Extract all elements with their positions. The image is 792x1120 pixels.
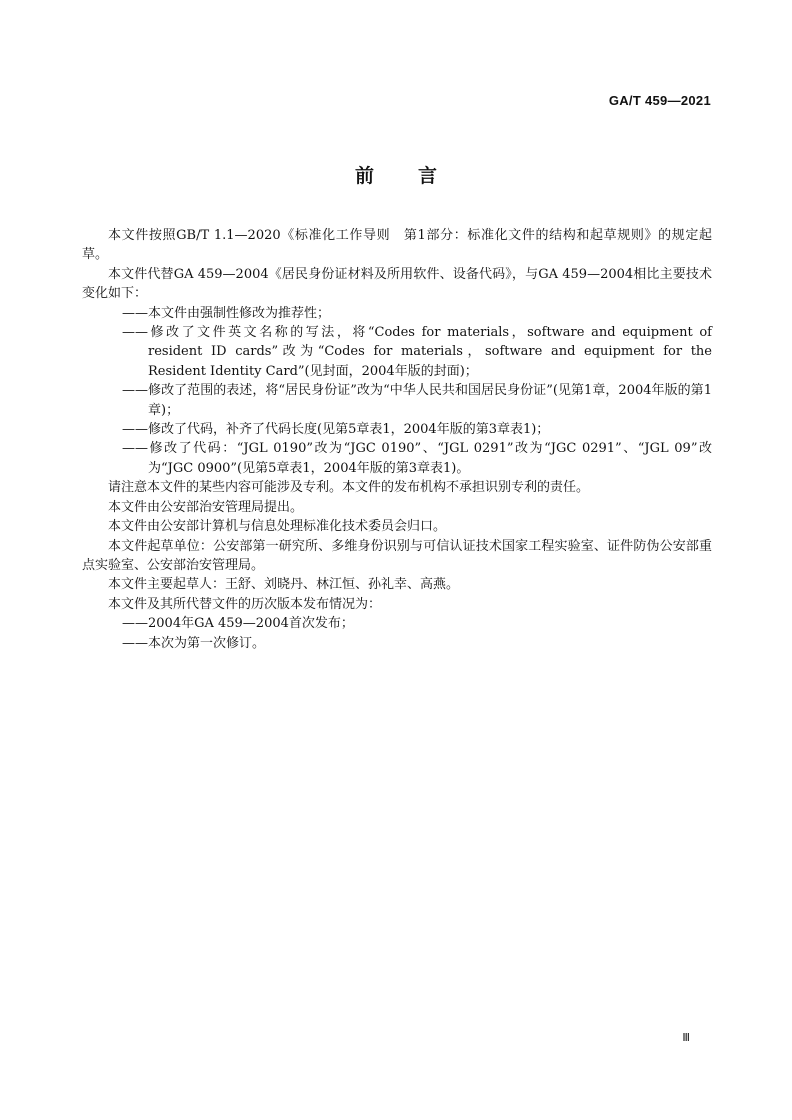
list-item: ——修改了范围的表述，将“居民身份证”改为“中华人民共和国居民身份证”(见第1章，2004年版的第1章)；: [122, 383, 712, 418]
document-code: GA/T 459—2021: [608, 93, 711, 108]
paragraph: 请注意本文件的某些内容可能涉及专利。本文件的发布机构不承担识别专利的责任。: [108, 480, 590, 496]
paragraph: 本文件起草单位：公安部第一研究所、多维身份识别与可信认证技术国家工程实验室、证件防伪公安部重点实验室、公安部治安管理局。: [82, 538, 712, 573]
paragraph: 本文件主要起草人：王舒、刘晓丹、林江恒、孙礼幸、高燕。: [108, 577, 460, 593]
paragraph: 本文件代替GA 459—2004《居民身份证材料及所用软件、设备代码》，与GA 459—2004相比主要技术变化如下：: [82, 266, 712, 302]
document-body: [82, 226, 712, 653]
paragraph: 本文件由公安部计算机与信息处理标准化技术委员会归口。: [108, 519, 447, 535]
list-item: ——修改了代码：“JGL 0190”改为“JGC 0190”、“JGL 0291”改为“JGC 0291”、“JGL 09”改为“JGC 0900”(见第5章表1，2004年版的第3章表1)。: [122, 441, 712, 476]
list-item: ——本次为第一次修订。: [122, 635, 266, 651]
page-title: [0, 161, 792, 188]
page-number: Ⅲ: [682, 1032, 690, 1044]
list-item: ——本文件由强制性修改为推荐性；: [122, 305, 331, 321]
list-item: ——2004年GA 459—2004首次发布；: [122, 616, 354, 632]
list-item: ——修改了代码，补齐了代码长度(见第5章表1，2004年版的第3章表1)；: [122, 422, 550, 438]
title-char-1: 前: [354, 165, 374, 187]
paragraph: 本文件由公安部治安管理局提出。: [108, 499, 304, 515]
paragraph: 本文件按照GB/T 1.1—2020《标准化工作导则 第1部分：标准化文件的结构和起草规则》的规定起草。: [82, 228, 712, 263]
list-item: ——修改了文件英文名称的写法，将“Codes for materials，software and equipment of resident ID cards”改为“Codes for materials，software and equipment for the Resident Identity Card”(见封面，2004年版的封面)；: [122, 325, 712, 379]
paragraph: 本文件及其所代替文件的历次版本发布情况为：: [108, 596, 382, 612]
title-char-2: 言: [418, 165, 438, 187]
